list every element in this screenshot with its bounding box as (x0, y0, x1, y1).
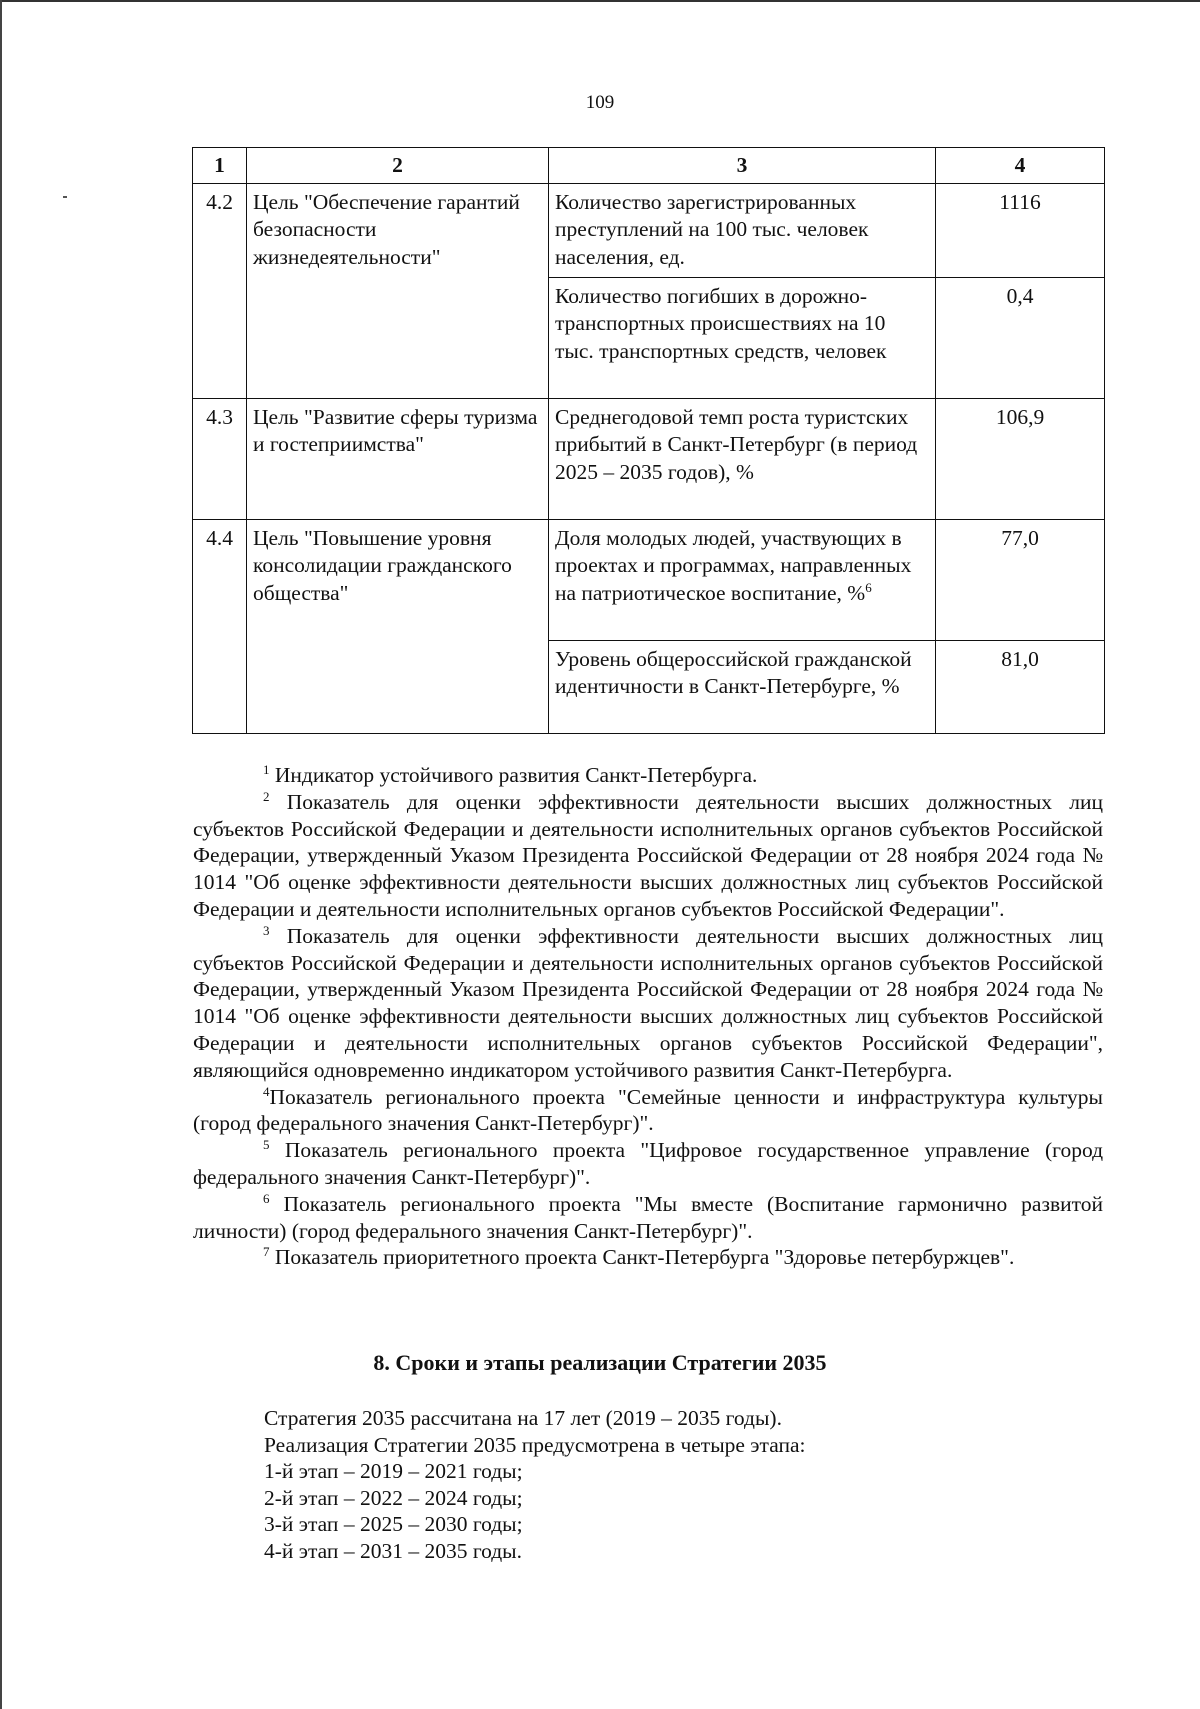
page-number: 109 (585, 92, 615, 113)
goal-number: 4.4 (193, 519, 247, 733)
stage-item: 2-й этап – 2022 – 2024 годы; (264, 1485, 523, 1510)
goal-name: Цель "Повышение уровня консолидации гражданского общества" (247, 519, 549, 733)
goal-number: 4.2 (193, 183, 247, 398)
table-row (193, 398, 1105, 519)
section-line: Стратегия 2035 рассчитана на 17 лет (2019 – 2035 годы). (264, 1406, 782, 1430)
indicator-value: 81,0 (936, 640, 1105, 733)
table-row (193, 183, 1105, 277)
table-header-row (193, 148, 1105, 184)
footnotes (193, 762, 1103, 1271)
header-cell-1: 1 (193, 148, 247, 184)
indicator-value: 106,9 (936, 398, 1105, 519)
header-cell-4: 4 (936, 148, 1105, 184)
indicator-name: Количество погибших в дорожно-транспортных происшествиях на 10 тыс. транспортных средств, человек (549, 277, 936, 398)
footnote-mark: 3 (263, 922, 270, 938)
footnote-mark: 6 (263, 1190, 270, 1206)
footnote: $^4$Показатель регионального проекта "Семейные ценности и инфраструктура культуры (город федерального значения Санкт-Петербург)". (193, 1083, 1103, 1136)
footnote: $^1$ Индикатор устойчивого развития Санкт-Петербурга. (263, 762, 758, 787)
footnote: $^6$ Показатель регионального проекта "Мы вместе (Воспитание гармонично развитой личности) (город федерального значения Санкт-Петербург)". (193, 1190, 1103, 1243)
goal-number: 4.3 (193, 398, 247, 519)
footnote-mark: 2 (263, 788, 270, 804)
footnote: $^3$ Показатель для оценки эффективности деятельности высших должностных лиц субъектов Российской Федерации и деятельности исполнительных органов субъектов Российской Федерации, утвержденный Указом Президента Российской Федерации от 28 ноября 2024 года № 1014 "Об оценке эффективности деятельности высших должностных лиц субъектов Российской Федерации и деятельности исполнительных органов субъектов Российской Федерации", являющийся одновременно индикатором устойчивого развития Санкт-Петербурга. (193, 922, 1104, 1082)
indicator-name: Среднегодовой темп роста туристских прибытий в Санкт-Петербург (в период 2025 – 2035 годов), % (549, 398, 936, 519)
indicator-name: Доля молодых людей, участвующих в проектах и программах, направленных на патриотическое воспитание, %$^6$ (549, 519, 936, 640)
stage-item: 4-й этап – 2031 – 2035 годы. (264, 1538, 522, 1563)
indicator-name: Количество зарегистрированных преступлений на 100 тыс. человек населения, ед. (549, 183, 936, 277)
footnote-mark: 7 (263, 1244, 270, 1260)
scan-speck (63, 196, 67, 198)
footnote: $^2$ Показатель для оценки эффективности деятельности высших должностных лиц субъектов Российской Федерации и деятельности исполнительных органов субъектов Российской Федерации, утвержденный Указом Президента Российской Федерации от 28 ноября 2024 года № 1014 "Об оценке эффективности деятельности высших должностных лиц субъектов Российской Федерации и деятельности исполнительных органов субъектов Российской Федерации". (193, 788, 1104, 921)
indicator-value: 77,0 (936, 519, 1105, 640)
section-body (264, 1405, 1084, 1565)
footnote: $^5$ Показатель регионального проекта "Цифровое государственное управление (город федерального значения Санкт-Петербург)". (193, 1137, 1104, 1189)
goal-name: Цель "Развитие сферы туризма и гостеприимства" (247, 398, 549, 519)
indicators-table (192, 147, 1105, 734)
section-heading: 8. Сроки и этапы реализации Стратегии 2035 (373, 1350, 827, 1375)
table-row (193, 519, 1105, 640)
indicator-value: 1116 (936, 183, 1105, 277)
footnote-mark: 4 (263, 1083, 270, 1099)
indicator-value: 0,4 (936, 277, 1105, 398)
header-cell-3: 3 (549, 148, 936, 184)
header-cell-2: 2 (247, 148, 549, 184)
goal-name: Цель "Обеспечение гарантий безопасности жизнедеятельности" (247, 183, 549, 398)
scan-top-edge (0, 0, 1200, 2)
footnote-mark: 1 (263, 762, 270, 777)
section-line: Реализация Стратегии 2035 предусмотрена в четыре этапа: (264, 1432, 806, 1457)
footnote-mark: 5 (263, 1137, 270, 1153)
footnote: $^7$ Показатель приоритетного проекта Санкт-Петербурга "Здоровье петербуржцев". (263, 1244, 1015, 1270)
stage-item: 3-й этап – 2025 – 2030 годы; (264, 1512, 523, 1537)
scan-left-edge (0, 0, 2, 1709)
stage-item: 1-й этап – 2019 – 2021 годы; (264, 1459, 523, 1484)
indicator-name: Уровень общероссийской гражданской идентичности в Санкт-Петербурге, % (549, 640, 936, 733)
